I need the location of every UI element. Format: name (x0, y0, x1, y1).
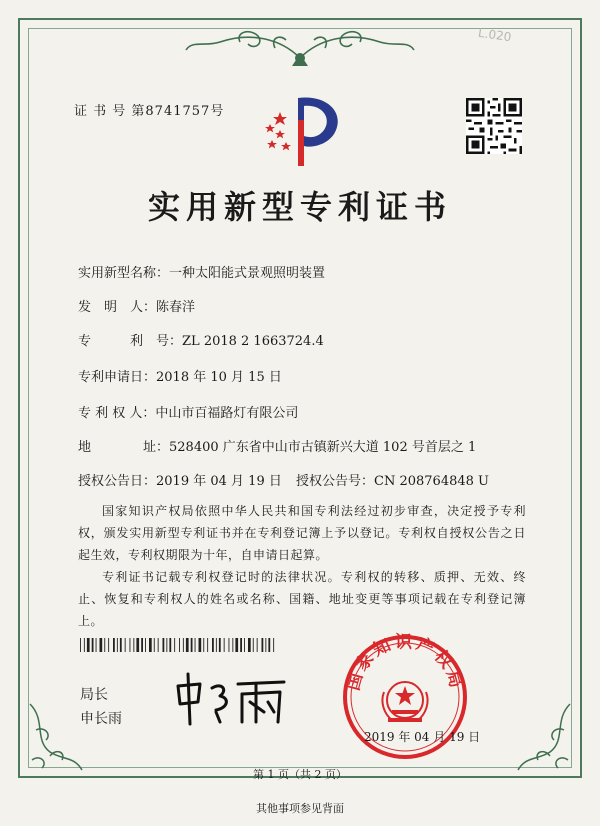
patent-number-label: 专 利 号： (78, 334, 183, 349)
barcode-icon (80, 638, 280, 652)
address-row (78, 436, 476, 455)
director-title: 局长 (80, 687, 108, 703)
patentee-value: 中山市百福路灯有限公司 (155, 406, 299, 421)
grant-number-value: CN 208764848 U (374, 474, 489, 489)
certificate-number-suffix: 号 (210, 104, 225, 119)
utility-model-name-label: 实用新型名称： (78, 266, 170, 281)
patent-number-row (78, 330, 324, 349)
svg-text:国家知识产权局 (343, 633, 466, 693)
page-number: 第 1 页（共 2 页） (253, 768, 347, 781)
filing-date-row (78, 366, 282, 385)
grant-number-row (296, 470, 489, 489)
utility-model-name-row (78, 262, 325, 281)
inventor-value: 陈春洋 (156, 300, 196, 315)
filing-date-label: 专利申请日： (78, 370, 157, 385)
utility-model-name-value: 一种太阳能式景观照明装置 (169, 266, 326, 281)
grant-date-row (78, 470, 282, 489)
seal-date: 2019 年 04 月 19 日 (364, 730, 481, 744)
bottom-left-ornament (26, 700, 86, 776)
pencil-mark: L.020 (477, 25, 513, 45)
grant-number-label: 授权公告号： (296, 474, 375, 489)
grant-date-value: 2019 年 04 月 19 日 (156, 474, 282, 489)
footer-note: 其他事项参见背面 (256, 802, 344, 815)
cnipa-logo-icon (258, 90, 348, 170)
top-ornament (180, 28, 420, 72)
qr-code-icon (466, 98, 522, 154)
director-signature (172, 672, 292, 728)
certificate-title: 实用新型专利证书 (147, 188, 452, 226)
address-value: 528400 广东省中山市古镇新兴大道 102 号首层之 1 (169, 440, 477, 455)
address-label: 地 址： (78, 440, 170, 455)
filing-date-value: 2018 年 10 月 15 日 (156, 370, 282, 385)
bottom-right-ornament (514, 700, 574, 776)
inventor-row (78, 296, 195, 315)
patentee-label: 专 利 权 人： (78, 406, 156, 421)
certificate-number-label: 证 书 号 第 (74, 104, 146, 119)
seal-text: 国家知识产权局 (343, 632, 467, 693)
director-name: 申长雨 (80, 711, 122, 727)
grant-statement-paragraph: 国家知识产权局依照中华人民共和国专利法经过初步审查，决定授予专利权，颁发实用新型专利证书并在专利登记簿上予以登记。专利权自授权公告之日起生效，专利权期限为十年，自申请日起算。 (78, 504, 526, 562)
certificate-number-value: 8741757 (145, 104, 211, 119)
legal-status-paragraph: 专利证书记载专利权登记时的法律状况。专利权的转移、质押、无效、终止、恢复和专利权人的姓名或名称、国籍、地址变更等事项记载在专利登记簿上。 (78, 570, 526, 628)
inventor-label: 发 明 人： (78, 300, 157, 315)
patentee-row (78, 402, 298, 421)
patent-number-value: ZL 2018 2 1663724.4 (182, 334, 324, 349)
grant-date-label: 授权公告日： (78, 474, 157, 489)
certificate-number (74, 100, 224, 119)
